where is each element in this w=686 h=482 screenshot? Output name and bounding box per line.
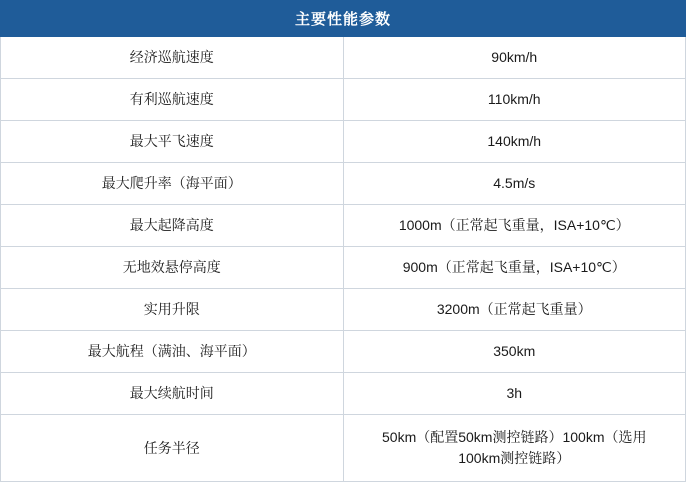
row-value: 110km/h: [343, 79, 686, 121]
table-row: [1, 121, 686, 163]
row-value: 140km/h: [343, 121, 686, 163]
row-label: 经济巡航速度: [1, 37, 344, 79]
row-label: 任务半径: [1, 415, 344, 482]
row-value: 1000m（正常起飞重量，ISA+10℃）: [343, 205, 686, 247]
row-label: 实用升限: [1, 289, 344, 331]
row-value: 900m（正常起飞重量，ISA+10℃）: [343, 247, 686, 289]
row-value: 350km: [343, 331, 686, 373]
row-value: 3h: [343, 373, 686, 415]
row-label: 最大爬升率（海平面）: [1, 163, 344, 205]
table-row: [1, 205, 686, 247]
table-row: [1, 415, 686, 482]
row-label: 有利巡航速度: [1, 79, 344, 121]
row-label: 最大平飞速度: [1, 121, 344, 163]
table-body: [1, 37, 686, 482]
table-row: [1, 289, 686, 331]
row-label: 最大起降高度: [1, 205, 344, 247]
table-row: [1, 37, 686, 79]
table-header-row: [1, 1, 686, 37]
row-label: 最大航程（满油、海平面）: [1, 331, 344, 373]
table-row: [1, 373, 686, 415]
row-label: 最大续航时间: [1, 373, 344, 415]
table-row: [1, 163, 686, 205]
row-value: [343, 415, 686, 482]
row-value-text: 50km（配置50km测控链路）100km（选用100km测控链路）: [382, 429, 647, 466]
row-value: 4.5m/s: [343, 163, 686, 205]
row-value: 3200m（正常起飞重量）: [343, 289, 686, 331]
table-title: 主要性能参数: [1, 1, 686, 37]
row-label: 无地效悬停高度: [1, 247, 344, 289]
row-value: 90km/h: [343, 37, 686, 79]
table-row: [1, 79, 686, 121]
table-row: [1, 247, 686, 289]
table-row: [1, 331, 686, 373]
